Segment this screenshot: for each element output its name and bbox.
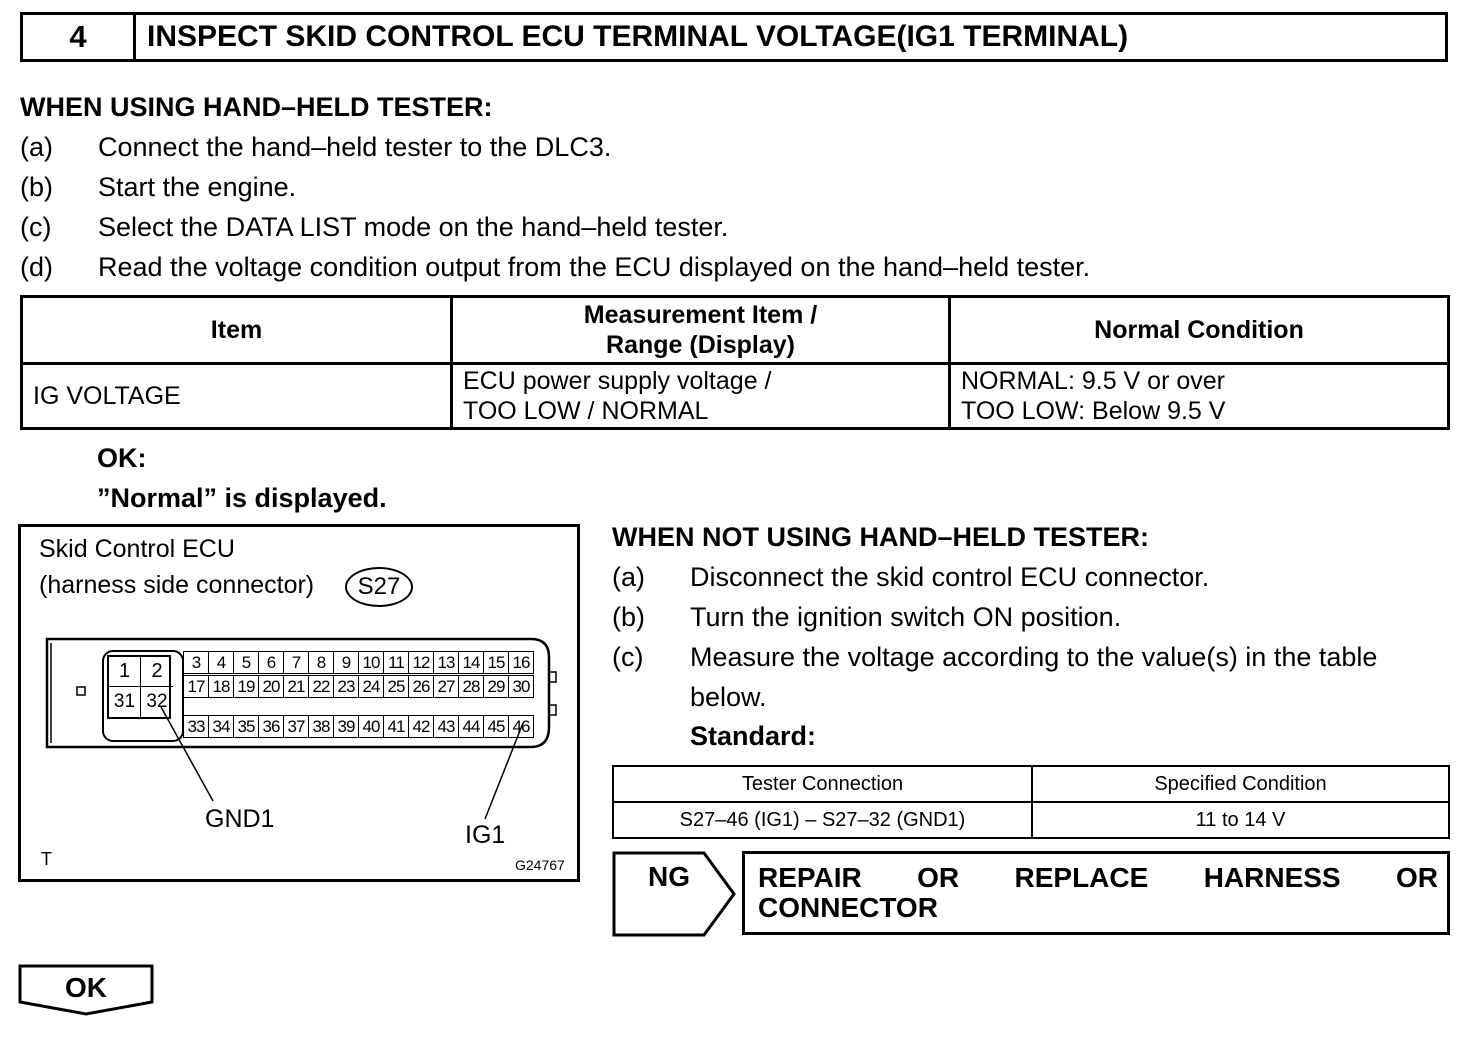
standard-table: [612, 765, 1450, 839]
diagram-title: Skid Control ECU: [39, 535, 235, 563]
pin: 16: [512, 652, 530, 672]
pin: 18: [209, 676, 234, 697]
pin-row-middle: [183, 675, 534, 698]
condition-line1: NORMAL: 9.5 V or over: [961, 367, 1225, 395]
pin: 2: [141, 657, 173, 687]
pin: 20: [259, 676, 284, 697]
pin: 28: [459, 676, 484, 697]
measurement-line1: ECU power supply voltage /: [463, 367, 772, 395]
pin: 8: [309, 652, 334, 673]
ng-action-box: [742, 851, 1450, 935]
connector-diagram: [18, 524, 580, 882]
data-list-table: [20, 295, 1450, 430]
pin: 41: [384, 716, 409, 737]
step-title: INSPECT SKID CONTROL ECU TERMINAL VOLTAGE(IG1 TERMINAL): [147, 20, 1129, 53]
cell-item: IG VOLTAGE: [22, 364, 452, 429]
pin: 23: [334, 676, 359, 697]
step-text: Turn the ignition switch ON position.: [690, 602, 1122, 632]
ng-label: NG: [648, 861, 690, 892]
ng-action-line1: [758, 862, 1438, 894]
step-text: Start the engine.: [98, 172, 297, 202]
standard-label: Standard:: [690, 721, 817, 751]
cell-connection: S27–46 (IG1) – S27–32 (GND1): [613, 802, 1032, 838]
cell-measurement: [452, 364, 950, 429]
pin: 6: [259, 652, 284, 673]
pin: 1: [109, 657, 141, 687]
table-header-row: [613, 766, 1449, 802]
pin: 40: [359, 716, 384, 737]
ok-label: OK:: [97, 443, 147, 473]
pin: 22: [309, 676, 334, 697]
pin: 46: [512, 716, 530, 736]
measurement-line2: TOO LOW / NORMAL: [463, 397, 709, 425]
ng-action-word: OR: [917, 862, 960, 893]
pin: 39: [334, 716, 359, 737]
step-text: Read the voltage condition output from the ECU displayed on the hand–held tester.: [98, 252, 1091, 282]
header-tester-connection: Tester Connection: [613, 766, 1032, 802]
cell-condition: 11 to 14 V: [1032, 802, 1449, 838]
ng-action-line2: CONNECTOR: [758, 892, 938, 923]
tester-heading: WHEN USING HAND–HELD TESTER:: [20, 92, 493, 122]
pin: 35: [234, 716, 259, 737]
condition-line2: TOO LOW: Below 9.5 V: [961, 397, 1226, 425]
ng-action-word: REPAIR: [758, 862, 862, 893]
step-label: (d): [20, 252, 53, 282]
header-condition: Normal Condition: [950, 297, 1449, 364]
pin: 14: [459, 652, 484, 673]
pin: 45: [484, 716, 509, 737]
ig1-label: IG1: [465, 821, 506, 849]
header-item: Item: [22, 297, 452, 364]
no-tester-heading: WHEN NOT USING HAND–HELD TESTER:: [612, 522, 1150, 552]
pin: 33: [184, 716, 209, 737]
header-specified-condition: Specified Condition: [1032, 766, 1449, 802]
ok-result-label: OK: [65, 972, 107, 1003]
diagram-subtitle: (harness side connector): [39, 571, 315, 599]
step-label: (a): [20, 132, 53, 162]
pin: 31: [109, 687, 141, 717]
pin: 36: [259, 716, 284, 737]
pin: 27: [434, 676, 459, 697]
pin-row-lower: [183, 715, 534, 738]
pin: 17: [184, 676, 209, 697]
table-row: [613, 802, 1449, 838]
ng-action-word: HARNESS: [1203, 862, 1341, 893]
pin: 7: [284, 652, 309, 673]
ng-action-word: OR: [1396, 862, 1438, 893]
step-label: (c): [20, 212, 52, 242]
step-header: [20, 12, 1448, 62]
gnd1-label: GND1: [205, 805, 275, 833]
corner-mark: T: [41, 849, 52, 869]
pin: 30: [512, 676, 530, 696]
connector-id: S27: [345, 567, 413, 607]
pin: 24: [359, 676, 384, 697]
figure-code: G24767: [515, 857, 565, 873]
step-text: Disconnect the skid control ECU connector.: [690, 562, 1210, 592]
pin: 10: [359, 652, 384, 673]
pin-row-upper: [183, 651, 534, 674]
pin: 44: [459, 716, 484, 737]
step-text: Connect the hand–held tester to the DLC3.: [98, 132, 612, 162]
pin: 21: [284, 676, 309, 697]
pin: 19: [234, 676, 259, 697]
pin: 12: [409, 652, 434, 673]
step-label: (b): [612, 602, 645, 632]
header-measurement-line2: Range (Display): [606, 331, 795, 359]
step-label: (b): [20, 172, 53, 202]
ok-text: ”Normal” is displayed.: [97, 483, 387, 513]
pin: 15: [484, 652, 509, 673]
pin: 11: [384, 652, 409, 673]
pin: 13: [434, 652, 459, 673]
pin: 43: [434, 716, 459, 737]
pin: 37: [284, 716, 309, 737]
pin: 42: [409, 716, 434, 737]
ng-action-word: REPLACE: [1014, 862, 1149, 893]
pin: 5: [234, 652, 259, 673]
pin: 29: [484, 676, 509, 697]
pin: 26: [409, 676, 434, 697]
pin: 34: [209, 716, 234, 737]
step-number: 4: [23, 15, 136, 59]
step-label: (a): [612, 562, 645, 592]
step-label: (c): [612, 642, 644, 672]
cell-condition: [950, 364, 1449, 429]
step-text: Select the DATA LIST mode on the hand–held tester.: [98, 212, 729, 242]
pin: 9: [334, 652, 359, 673]
pin: 32: [146, 691, 168, 712]
pin: 38: [309, 716, 334, 737]
table-row: [22, 364, 1449, 429]
table-header-row: [22, 297, 1449, 364]
step-text: Measure the voltage according to the value(s) in the table: [690, 642, 1378, 672]
left-pin-block: [107, 655, 171, 719]
pin: 25: [384, 676, 409, 697]
no-tester-step-c-cont: below.: [690, 682, 767, 712]
pin: 4: [209, 652, 234, 673]
header-measurement-line1: Measurement Item /: [583, 301, 818, 329]
header-measurement: [452, 297, 950, 364]
pin: 3: [184, 652, 209, 673]
